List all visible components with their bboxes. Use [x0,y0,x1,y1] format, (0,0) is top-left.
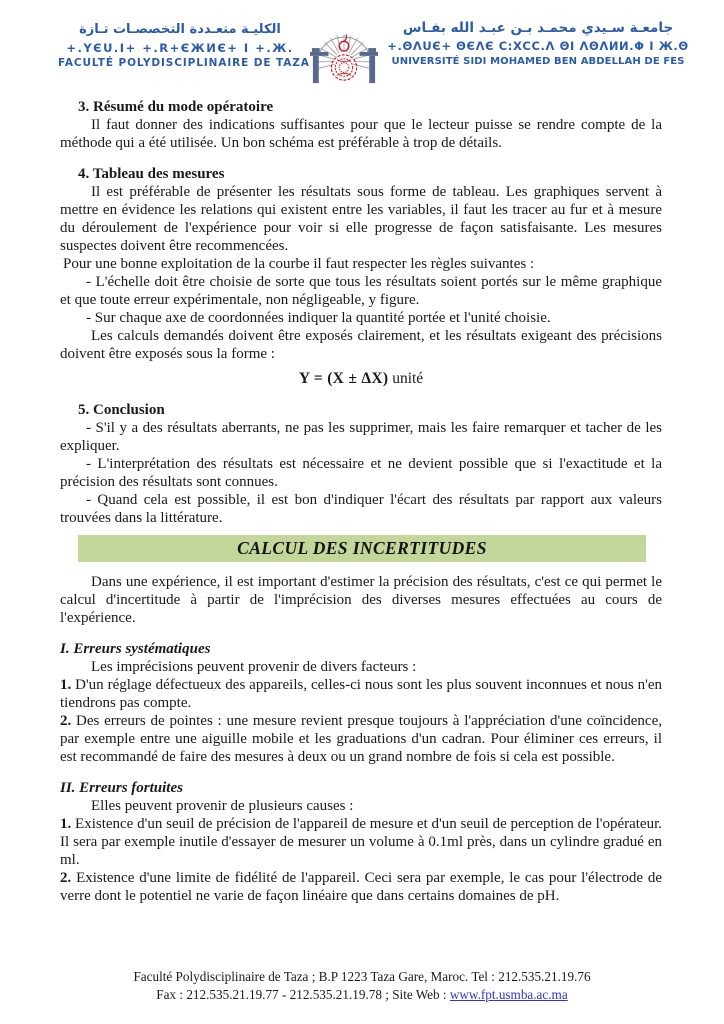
university-name-latin: UNIVERSITÉ SIDI MOHAMED BEN ABDELLAH DE FES [391,56,685,67]
item-text: D'un réglage défectueux des appareils, celles-ci nous sont les plus souvent inconnues et nous n'en tiendrons pas compte. [60,677,662,711]
item-number: 1. [60,816,72,832]
formula-unit: unité [388,370,424,387]
section-5-point-3: - Quand cela est possible, il est bon d'indiquer l'écart des résultats par rapport aux valeurs trouvées dans la littérature. [60,492,662,526]
university-name-arabic: جامعـة سـيدي محمـد بـن عبـد الله بفـاس [402,20,674,36]
section-5-point-2: - L'interprétation des résultats est nécessaire et ne devient possible que si l'exactitude et la précision des résultats sont connues. [60,456,662,490]
faculty-name-arabic: الكليـة متعـددة التخصصـات تـازة [79,22,281,37]
section-I-paragraph: Les imprécisions peuvent provenir de divers facteurs : [91,659,417,675]
item-number: 1. [60,677,72,693]
item-text: Existence d'un seuil de précision de l'appareil de mesure et d'un seuil de perception de l'opérateur. Il sera par exemple inutile d'essayer de mesurer un volume à 0.1ml près, dans un cylindre gradué en ml. [60,816,662,868]
faculty-header-block [58,12,310,71]
section-II-item-2 [60,869,662,905]
faculty-name-latin: FACULTÉ POLYDISCIPLINAIRE DE TAZA [58,57,310,69]
faculty-name-tifinagh: +.YЄU.I+ +.R+ЄЖИЄ+ I +.Ж. [66,41,294,55]
item-text: Existence d'une limite de fidélité de l'appareil. Ceci sera par exemple, le cas pour l'électrode de verre dont le potentiel ne varie de façon linéaire que dans certains domaines de pH. [60,870,662,904]
page-header [58,12,690,90]
website-link[interactable]: www.fpt.usmba.ac.ma [449,987,568,1002]
footer-address-line: Faculté Polydisciplinaire de Taza ; B.P 1223 Taza Gare, Maroc. Tel : 212.535.21.19.76 [133,969,591,984]
section-3-paragraph: Il faut donner des indications suffisantes pour que le lecteur puisse se rendre compte de la méthode qui a été utilisée. Un bon schéma est préférable à trop de détails. [60,117,662,151]
section-I-item-1 [60,676,662,712]
uncertainty-formula [60,370,662,388]
document-body [60,98,662,905]
item-text: Des erreurs de pointes : une mesure revient presque toujours à l'appréciation d'une coïncidence, par exemple entre une aiguille mobile et les graduations d'un cadran. Pour éliminer ces erreurs, il est recommandé de faire des mesures à deux ou un grand nombre de fois si cela est possible. [60,713,662,765]
page-footer [0,968,724,1004]
section-I-item-2 [60,712,662,766]
item-number: 2. [60,870,72,886]
university-name-tifinagh: +.ΘΛUЄ+ ΘЄΛЄ C:ΧCC.Λ ΘΙ ΛΘΛИИ.Φ Ι Ж.Θ [387,39,689,53]
section-4-rule-2: - Sur chaque axe de coordonnées indiquer la quantité portée et l'unité choisie. [86,310,551,326]
section-4-paragraph-2: Pour une bonne exploitation de la courbe il faut respecter les règles suivantes : [63,256,535,272]
section-4-paragraph-1: Il est préférable de présenter les résultats sous forme de tableau. Les graphiques servent à mettre en évidence les relations qui existent entre les variables, il faut les tracer au fur et à mesure du déroulement de l'expérience pour voir si elle progresse de façon satisfaisante. Les mesures suspectes doivent être recommencées. [60,184,662,254]
section-4-rule-1: - L'échelle doit être choisie de sorte que tous les résultats soient portés sur le même graphique et que toute erreur expérimentale, non négligeable, y figure. [60,274,662,308]
intro-paragraph: Dans une expérience, il est important d'estimer la précision des résultats, c'est ce qui permet le calcul d'incertitude à partir de l'imprécision des diverses mesures effectuées au cours de l'expérience. [60,574,662,626]
chapter-banner: CALCUL DES INCERTITUDES [78,535,646,562]
section-5-title: 5. Conclusion [78,402,165,418]
section-II-title: II. Erreurs fortuites [60,780,183,796]
section-5-point-1: - S'il y a des résultats aberrants, ne pas les supprimer, mais les faire remarquer et tacher de les expliquer. [60,420,662,454]
section-I-title: I. Erreurs systématiques [60,641,211,657]
footer-fax-text: Fax : 212.535.21.19.77 - 212.535.21.19.78 ; Site Web : [156,987,450,1002]
university-header-block [386,12,690,69]
footer-contact-line [0,986,724,1004]
section-4-paragraph-3: Les calculs demandés doivent être exposés clairement, et les résultats exigeant des précisions doivent être exposés sous la forme : [60,328,662,362]
item-number: 2. [60,713,72,729]
section-II-item-1 [60,815,662,869]
formula-bold-part: Y = (X ± ΔX) [298,370,389,387]
section-4-title: 4. Tableau des mesures [78,166,225,182]
section-3-title: 3. Résumé du mode opératoire [78,99,274,115]
section-II-paragraph: Elles peuvent provenir de plusieurs causes : [91,798,354,814]
university-logo-icon [310,12,378,90]
